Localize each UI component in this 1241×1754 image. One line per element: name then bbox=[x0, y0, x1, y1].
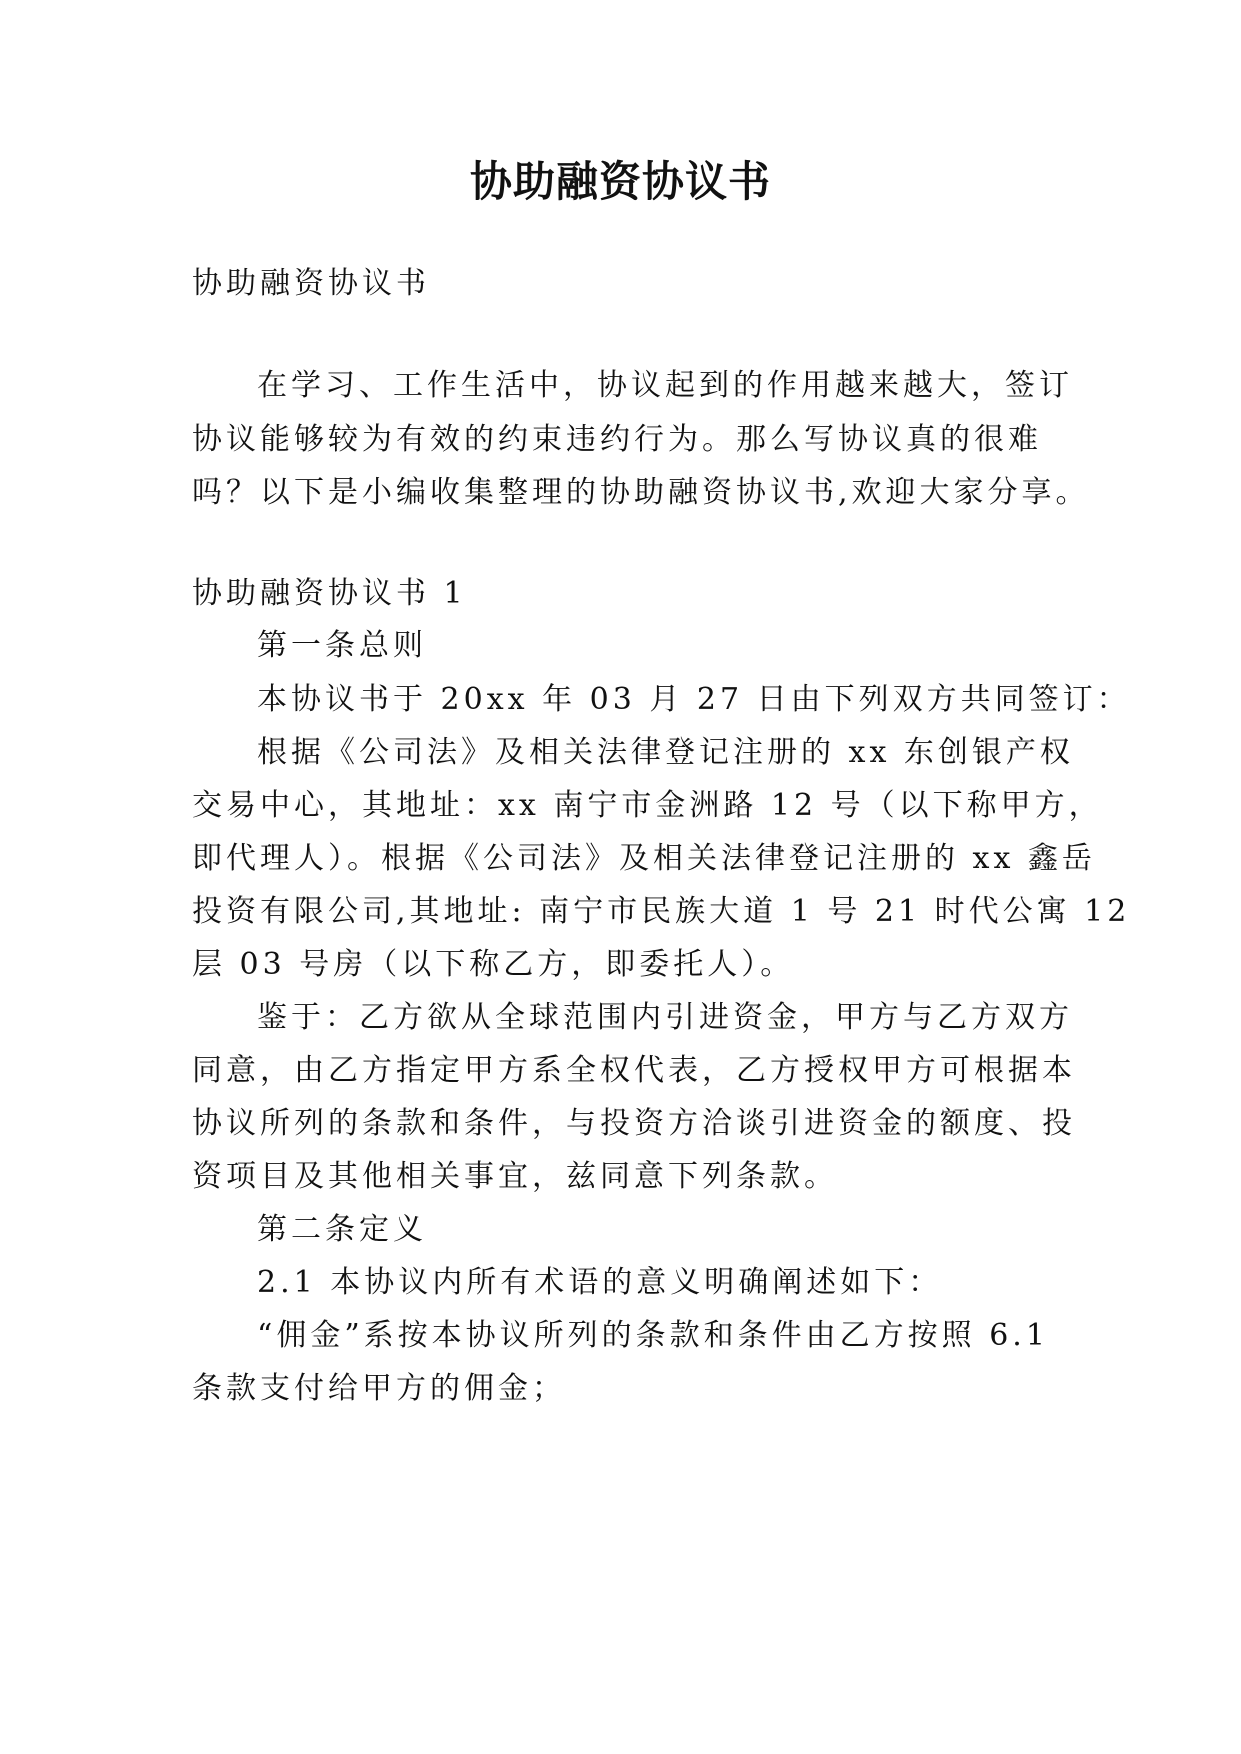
sign-line: 本协议书于 20xx 年 03 月 27 日由下列双方共同签订： bbox=[257, 682, 1131, 717]
article-1-heading: 第一条总则 bbox=[257, 628, 427, 663]
commission-line-2: 条款支付给甲方的佣金； bbox=[192, 1371, 566, 1406]
whereas-line-2: 同意，由乙方指定甲方系全权代表，乙方授权甲方可根据本 bbox=[192, 1053, 1076, 1088]
whereas-line-4: 资项目及其他相关事宜，兹同意下列条款。 bbox=[192, 1159, 838, 1194]
parties-line-4: 投资有限公司,其地址: 南宁市民族大道 1 号 21 时代公寓 12 bbox=[192, 894, 1131, 929]
clause-2-1: 2.1 本协议内所有术语的意义明确阐述如下： bbox=[257, 1265, 943, 1300]
parties-line-5: 层 03 号房（以下称乙方，即委托人）。 bbox=[192, 947, 795, 982]
document-subtitle: 协助融资协议书 bbox=[192, 266, 430, 301]
parties-line-3: 即代理人）。根据《公司法》及相关法律登记注册的 xx 鑫岳 bbox=[192, 841, 1096, 876]
section-heading: 协助融资协议书 1 bbox=[192, 576, 467, 611]
article-2-heading: 第二条定义 bbox=[257, 1212, 427, 1247]
intro-line-3: 吗？以下是小编收集整理的协助融资协议书,欢迎大家分享。 bbox=[192, 475, 1090, 510]
intro-line-2: 协议能够较为有效的约束违约行为。那么写协议真的很难 bbox=[192, 422, 1042, 457]
whereas-line-1: 鉴于：乙方欲从全球范围内引进资金，甲方与乙方双方 bbox=[257, 1000, 1073, 1035]
parties-line-2: 交易中心，其地址：xx 南宁市金洲路 12 号（以下称甲方， bbox=[192, 788, 1103, 823]
intro-line-1: 在学习、工作生活中，协议起到的作用越来越大，签订 bbox=[257, 368, 1073, 403]
document-title: 协助融资协议书 bbox=[469, 157, 771, 206]
whereas-line-3: 协议所列的条款和条件，与投资方洽谈引进资金的额度、投 bbox=[192, 1106, 1076, 1141]
commission-line-1: “佣金”系按本协议所列的条款和条件由乙方按照 6.1 bbox=[257, 1318, 1049, 1353]
parties-line-1: 根据《公司法》及相关法律登记注册的 xx 东创银产权 bbox=[257, 735, 1074, 770]
